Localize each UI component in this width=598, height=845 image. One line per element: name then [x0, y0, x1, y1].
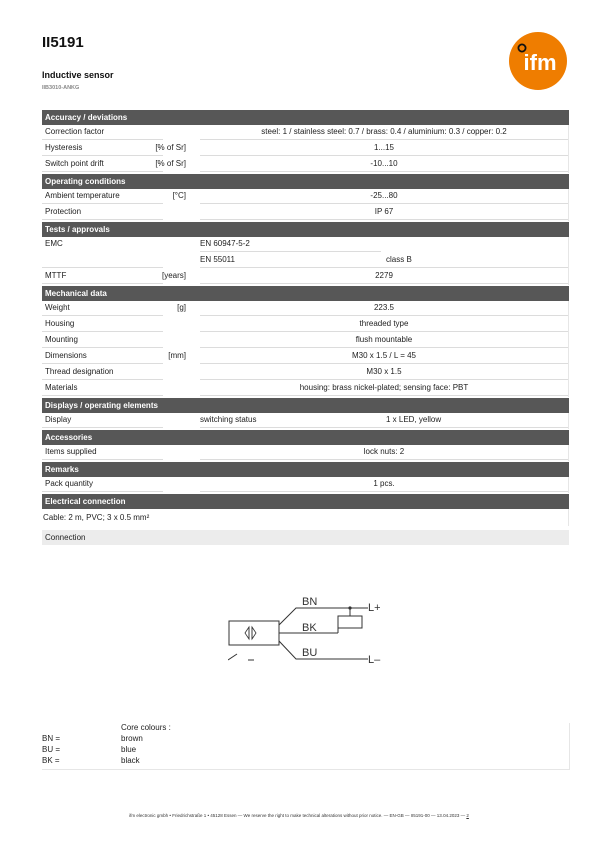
core-code: BU =	[42, 745, 61, 754]
product-code: IIB3010-ANKG	[42, 85, 80, 91]
l-minus-label: L–	[368, 654, 381, 664]
row-label: Pack quantity	[45, 479, 94, 488]
row-value-led: 1 x LED, yellow	[386, 415, 442, 424]
row-value: steel: 1 / stainless steel: 0.7 / brass: 0.4 / aluminium: 0.3 / copper: 0.2	[261, 127, 507, 136]
row-label: Display	[45, 415, 72, 424]
row-materials	[42, 381, 569, 397]
row-label: Hysteresis	[45, 143, 83, 152]
row-ambient-temperature	[42, 189, 569, 205]
section-displays: Displays / operating elements	[42, 398, 569, 413]
wiring-diagram	[228, 592, 388, 664]
cable-spec: Cable: 2 m, PVC; 3 x 0.5 mm²	[42, 509, 569, 526]
sensor-body	[229, 621, 279, 645]
row-unit: [years]	[161, 271, 186, 280]
row-unit: [mm]	[168, 351, 186, 360]
row-label: Housing	[45, 319, 75, 328]
row-value: -25...80	[370, 191, 398, 200]
row-value: 223.5	[373, 303, 395, 312]
row-value: housing: brass nickel-plated; sensing face: PBT	[299, 383, 469, 392]
row-value: 1 pcs.	[373, 479, 395, 488]
row-label: Ambient temperature	[45, 191, 120, 200]
wire-bu	[279, 641, 368, 659]
row-label: EMC	[45, 239, 63, 248]
row-mttf	[42, 269, 569, 285]
row-value-class: class B	[386, 255, 412, 264]
core-name: brown	[121, 734, 143, 743]
section-tests: Tests / approvals	[42, 222, 569, 237]
row-unit: [% of Sr]	[155, 159, 186, 168]
core-name: blue	[121, 745, 137, 754]
connection-heading: Connection	[42, 530, 569, 545]
row-value: -10...10	[370, 159, 398, 168]
section-operating: Operating conditions	[42, 174, 569, 189]
section-mechanical: Mechanical data	[42, 286, 569, 301]
section-accuracy: Accuracy / deviations	[42, 110, 569, 125]
row-dimensions	[42, 349, 569, 365]
row-value: M30 x 1.5	[366, 367, 402, 376]
core-colours-title: Core colours :	[121, 723, 171, 732]
row-label: Mounting	[45, 335, 78, 344]
page-number: 2	[466, 813, 469, 818]
row-value: switching status	[200, 415, 257, 424]
core-code: BK =	[42, 756, 60, 765]
row-mounting	[42, 333, 569, 349]
row-value: EN 60947-5-2	[200, 239, 250, 248]
row-label: Dimensions	[45, 351, 87, 360]
section-remarks: Remarks	[42, 462, 569, 477]
row-value: IP 67	[374, 207, 394, 216]
row-value: 2279	[375, 271, 393, 280]
core-code: BN =	[42, 734, 61, 743]
row-label: Thread designation	[45, 367, 114, 376]
row-label: Items supplied	[45, 447, 97, 456]
section-electrical: Electrical connection	[42, 494, 569, 509]
section-accessories: Accessories	[42, 430, 569, 445]
row-items-supplied	[42, 445, 569, 461]
l-plus-label: L+	[368, 602, 381, 614]
row-value: EN 55011	[200, 255, 235, 264]
page-footer	[0, 813, 598, 818]
load-symbol	[338, 616, 362, 628]
bk-label: BK	[302, 622, 317, 634]
product-subtitle: Inductive sensor	[42, 70, 114, 80]
row-label: Weight	[45, 303, 70, 312]
row-emc-2	[42, 253, 569, 269]
row-label: Switch point drift	[45, 159, 104, 168]
row-label: Materials	[45, 383, 78, 392]
row-value: M30 x 1.5 / L = 45	[352, 351, 416, 360]
row-emc	[42, 237, 569, 253]
row-hysteresis	[42, 141, 569, 157]
row-value: 1...15	[373, 143, 394, 152]
ifm-logo	[509, 32, 567, 90]
row-value: lock nuts: 2	[363, 447, 405, 456]
row-pack-quantity	[42, 477, 569, 493]
row-label: Protection	[45, 207, 82, 216]
row-value: threaded type	[359, 319, 409, 328]
bn-label: BN	[302, 596, 318, 608]
bu-label: BU	[302, 647, 318, 659]
row-unit: [°C]	[172, 191, 186, 200]
row-value: flush mountable	[355, 335, 413, 344]
row-switch-drift	[42, 157, 569, 173]
row-display	[42, 413, 569, 429]
product-title: II5191	[42, 34, 84, 51]
row-unit: [% of Sr]	[155, 143, 186, 152]
row-housing	[42, 317, 569, 333]
row-protection	[42, 205, 569, 221]
footer-text: ifm electronic gmbh • Friedrichstraße 1 • 45128 Essen — We reserve the right to make technical alterations without prior notice. — EN-GB — II5191-00 — 13.04.2023 —	[129, 813, 466, 818]
row-unit: [g]	[177, 303, 186, 312]
core-colours-legend	[42, 723, 570, 770]
row-weight	[42, 301, 569, 317]
datasheet-table	[42, 109, 569, 545]
logo-text: ifm	[523, 50, 557, 75]
row-thread-designation	[42, 365, 569, 381]
row-correction-factor	[42, 125, 569, 141]
core-name: black	[121, 756, 140, 765]
row-label: Correction factor	[45, 127, 105, 136]
row-label: MTTF	[45, 271, 67, 280]
